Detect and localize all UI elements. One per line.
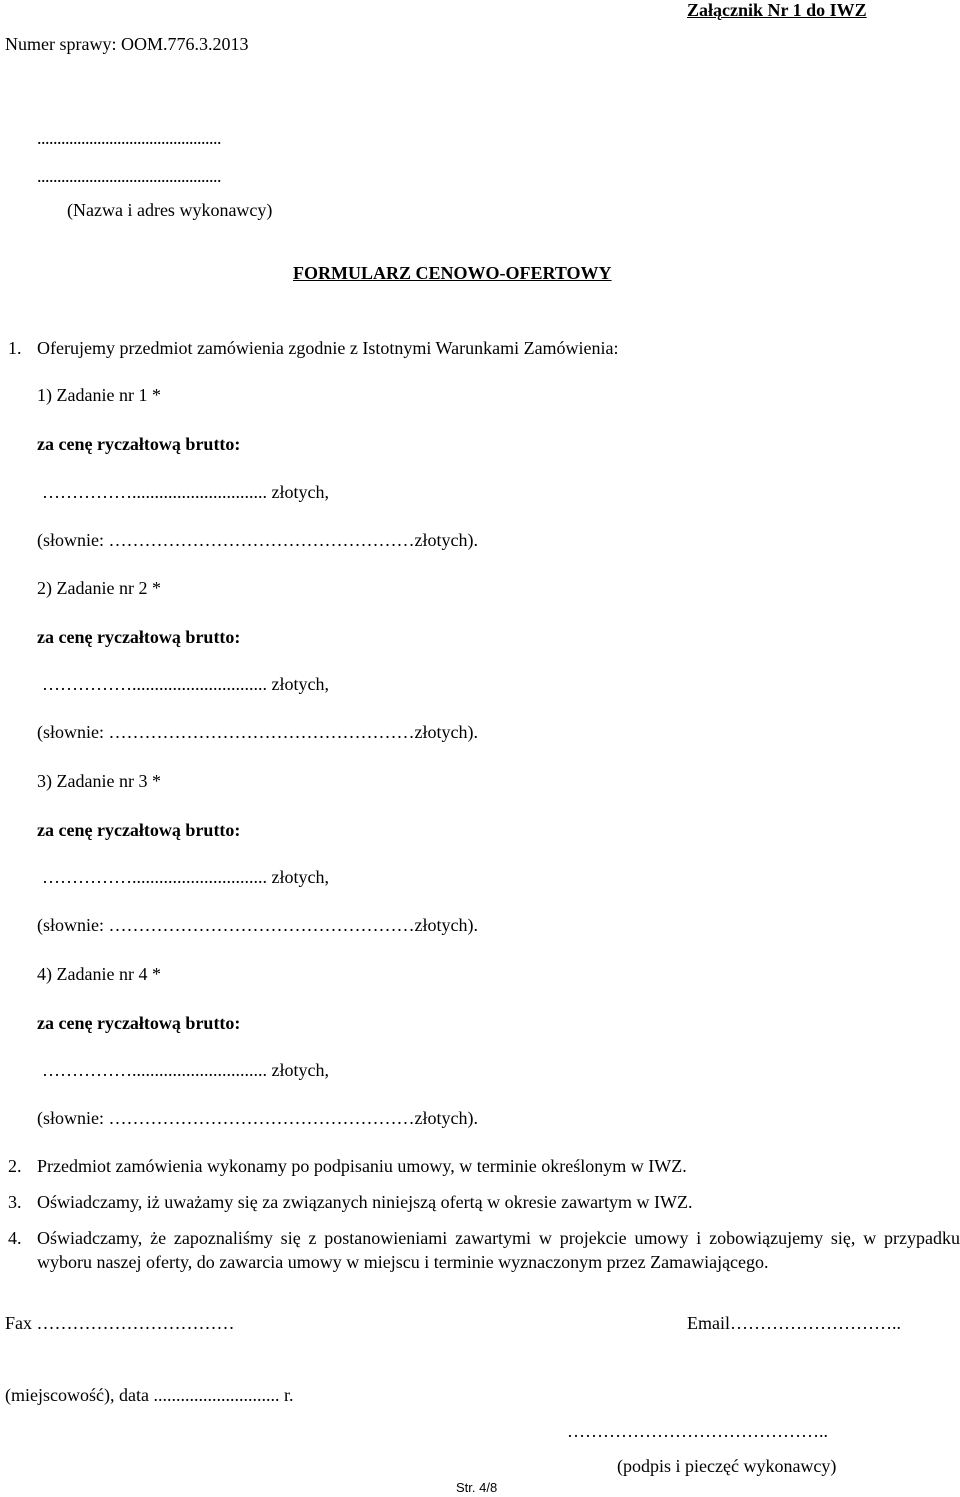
task-1-price-label: za cenę ryczałtową brutto:: [37, 434, 241, 454]
form-title: FORMULARZ CENOWO-OFERTOWY: [293, 263, 612, 283]
task-2-words-line: (słownie: ……………………………………………złotych).: [37, 722, 478, 742]
task-4-price-label: za cenę ryczałtową brutto:: [37, 1013, 241, 1033]
point-2-number: 2.: [8, 1156, 22, 1176]
attachment-label: Załącznik Nr 1 do IWZ: [687, 0, 867, 20]
point-3-text: Oświadczamy, iż uważamy się za związanych niniejszą ofertą w okresie zawartym w IWZ.: [37, 1192, 693, 1212]
point-4-number: 4.: [8, 1228, 22, 1248]
signature-line: ……………………………………..: [567, 1421, 828, 1441]
page-number: Str. 4/8: [456, 1480, 498, 1495]
task-1-amount-line: …………….............................. złotych,: [42, 482, 329, 502]
task-1-title: 1) Zadanie nr 1 *: [37, 385, 161, 405]
task-1-words-line: (słownie: ……………………………………………złotych).: [37, 530, 478, 550]
task-2-title: 2) Zadanie nr 2 *: [37, 578, 161, 598]
task-4-words-line: (słownie: ……………………………………………złotych).: [37, 1108, 478, 1128]
point-4-text: Oświadczamy, że zapoznaliśmy się z postanowieniami zawartymi w projekcie umowy i zobowiązujemy się, w przypadku wyboru naszej oferty, do zawarcia umowy w miejscu i terminie wyznaczonym przez Zamawiającego.: [37, 1228, 960, 1272]
section-1-number: 1.: [8, 338, 22, 358]
contractor-line-1: ..............................................: [37, 128, 221, 148]
contractor-label: (Nazwa i adres wykonawcy): [67, 200, 273, 220]
task-2-price-label: za cenę ryczałtową brutto:: [37, 627, 241, 647]
task-3-words-line: (słownie: ……………………………………………złotych).: [37, 915, 478, 935]
case-number: Numer sprawy: OOM.776.3.2013: [5, 34, 249, 54]
task-4-title: 4) Zadanie nr 4 *: [37, 964, 161, 984]
task-3-amount-line: …………….............................. złotych,: [42, 867, 329, 887]
task-2-amount-line: …………….............................. złotych,: [42, 674, 329, 694]
point-3-number: 3.: [8, 1192, 22, 1212]
point-2-text: Przedmiot zamówienia wykonamy po podpisaniu umowy, w terminie określonym w IWZ.: [37, 1156, 687, 1176]
signature-label: (podpis i pieczęć wykonawcy): [617, 1456, 837, 1476]
fax-field: Fax ……………………………: [5, 1313, 235, 1333]
contractor-line-2: ..............................................: [37, 166, 221, 186]
place-date-field: (miejscowość), data ............................ r.: [5, 1385, 294, 1405]
section-1-text: Oferujemy przedmiot zamówienia zgodnie z Istotnymi Warunkami Zamówienia:: [37, 338, 619, 358]
task-3-title: 3) Zadanie nr 3 *: [37, 771, 161, 791]
task-4-amount-line: …………….............................. złotych,: [42, 1060, 329, 1080]
email-field: Email………………………..: [687, 1313, 901, 1333]
task-3-price-label: za cenę ryczałtową brutto:: [37, 820, 241, 840]
